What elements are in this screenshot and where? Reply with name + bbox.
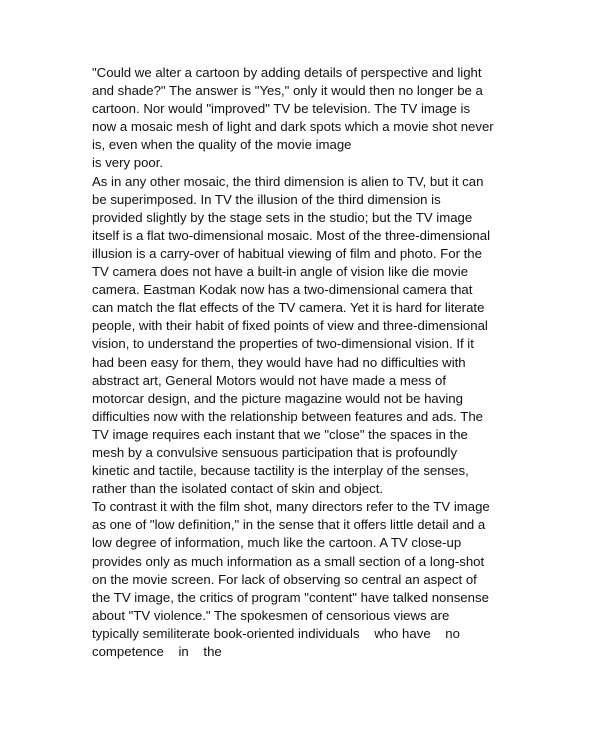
text-line: people, with their habit of fixed points of view and three-dimensional <box>92 318 488 334</box>
text-line: can match the flat effects of the TV camera. Yet it is hard for literate <box>92 300 485 316</box>
text-line: had been easy for them, they would have had no difficulties with <box>92 354 466 370</box>
text-line: low degree of information, much like the cartoon. A TV close-up <box>92 535 462 551</box>
text-line: and shade?" The answer is "Yes," only it would then no longer be a <box>92 83 483 99</box>
text-line: competence in the <box>92 644 222 659</box>
text-line: about "TV violence." The spokesmen of censorious views are <box>92 607 450 623</box>
text-line: To contrast it with the film shot, many directors refer to the TV image <box>92 499 490 515</box>
text-line: "Could we alter a cartoon by adding details of perspective and light <box>92 65 482 80</box>
text-line: difficulties now with the relationship between features and ads. The <box>92 408 483 424</box>
text-line: TV image requires each instant that we "close" the spaces in the <box>92 426 468 442</box>
text-line: be superimposed. In TV the illusion of the third dimension is <box>92 191 441 207</box>
text-line: is very poor. <box>92 155 164 171</box>
text-line: mesh by a convulsive sensuous participation that is profoundly <box>92 444 458 460</box>
text-line: rather than the isolated contact of skin and object. <box>92 481 384 497</box>
text-line: the TV image, the critics of program "content" have talked nonsense <box>92 589 489 605</box>
text-line: now a mosaic mesh of light and dark spots which a movie shot never <box>92 119 494 135</box>
body-text <box>92 64 522 661</box>
text-line: illusion is a carry-over of habitual viewing of film and photo. For the <box>92 245 482 261</box>
text-line: abstract art, General Motors would not have made a mess of <box>92 372 447 388</box>
text-line: kinetic and tactile, because tactility is the interplay of the senses, <box>92 463 469 479</box>
text-line: is, even when the quality of the movie image <box>92 137 352 153</box>
text-line: provides only as much information as a small section of a long-shot <box>92 553 485 569</box>
text-line: provided slightly by the stage sets in the studio; but the TV image <box>92 209 473 225</box>
text-line: as one of "low definition," in the sense that it offers little detail and a <box>92 517 486 533</box>
text-line: motorcar design, and the picture magazine would not be having <box>92 390 463 406</box>
text-line: on the movie screen. For lack of observing so central an aspect of <box>92 571 477 587</box>
text-line: As in any other mosaic, the third dimension is alien to TV, but it can <box>92 173 484 189</box>
text-line: itself is a flat two-dimensional mosaic. Most of the three-dimensional <box>92 227 490 243</box>
text-line: vision, to understand the properties of two-dimensional vision. If it <box>92 336 474 352</box>
paragraph-3 <box>92 498 522 661</box>
text-line: typically semiliterate book-oriented individuals who have no <box>92 625 460 641</box>
paragraph-1 <box>92 64 522 173</box>
text-line: TV camera does not have a built-in angle of vision like die movie <box>92 264 469 280</box>
text-line: camera. Eastman Kodak now has a two-dimensional camera that <box>92 282 473 298</box>
paragraph-2 <box>92 173 522 499</box>
text-line: cartoon. Nor would "improved" TV be television. The TV image is <box>92 101 471 117</box>
